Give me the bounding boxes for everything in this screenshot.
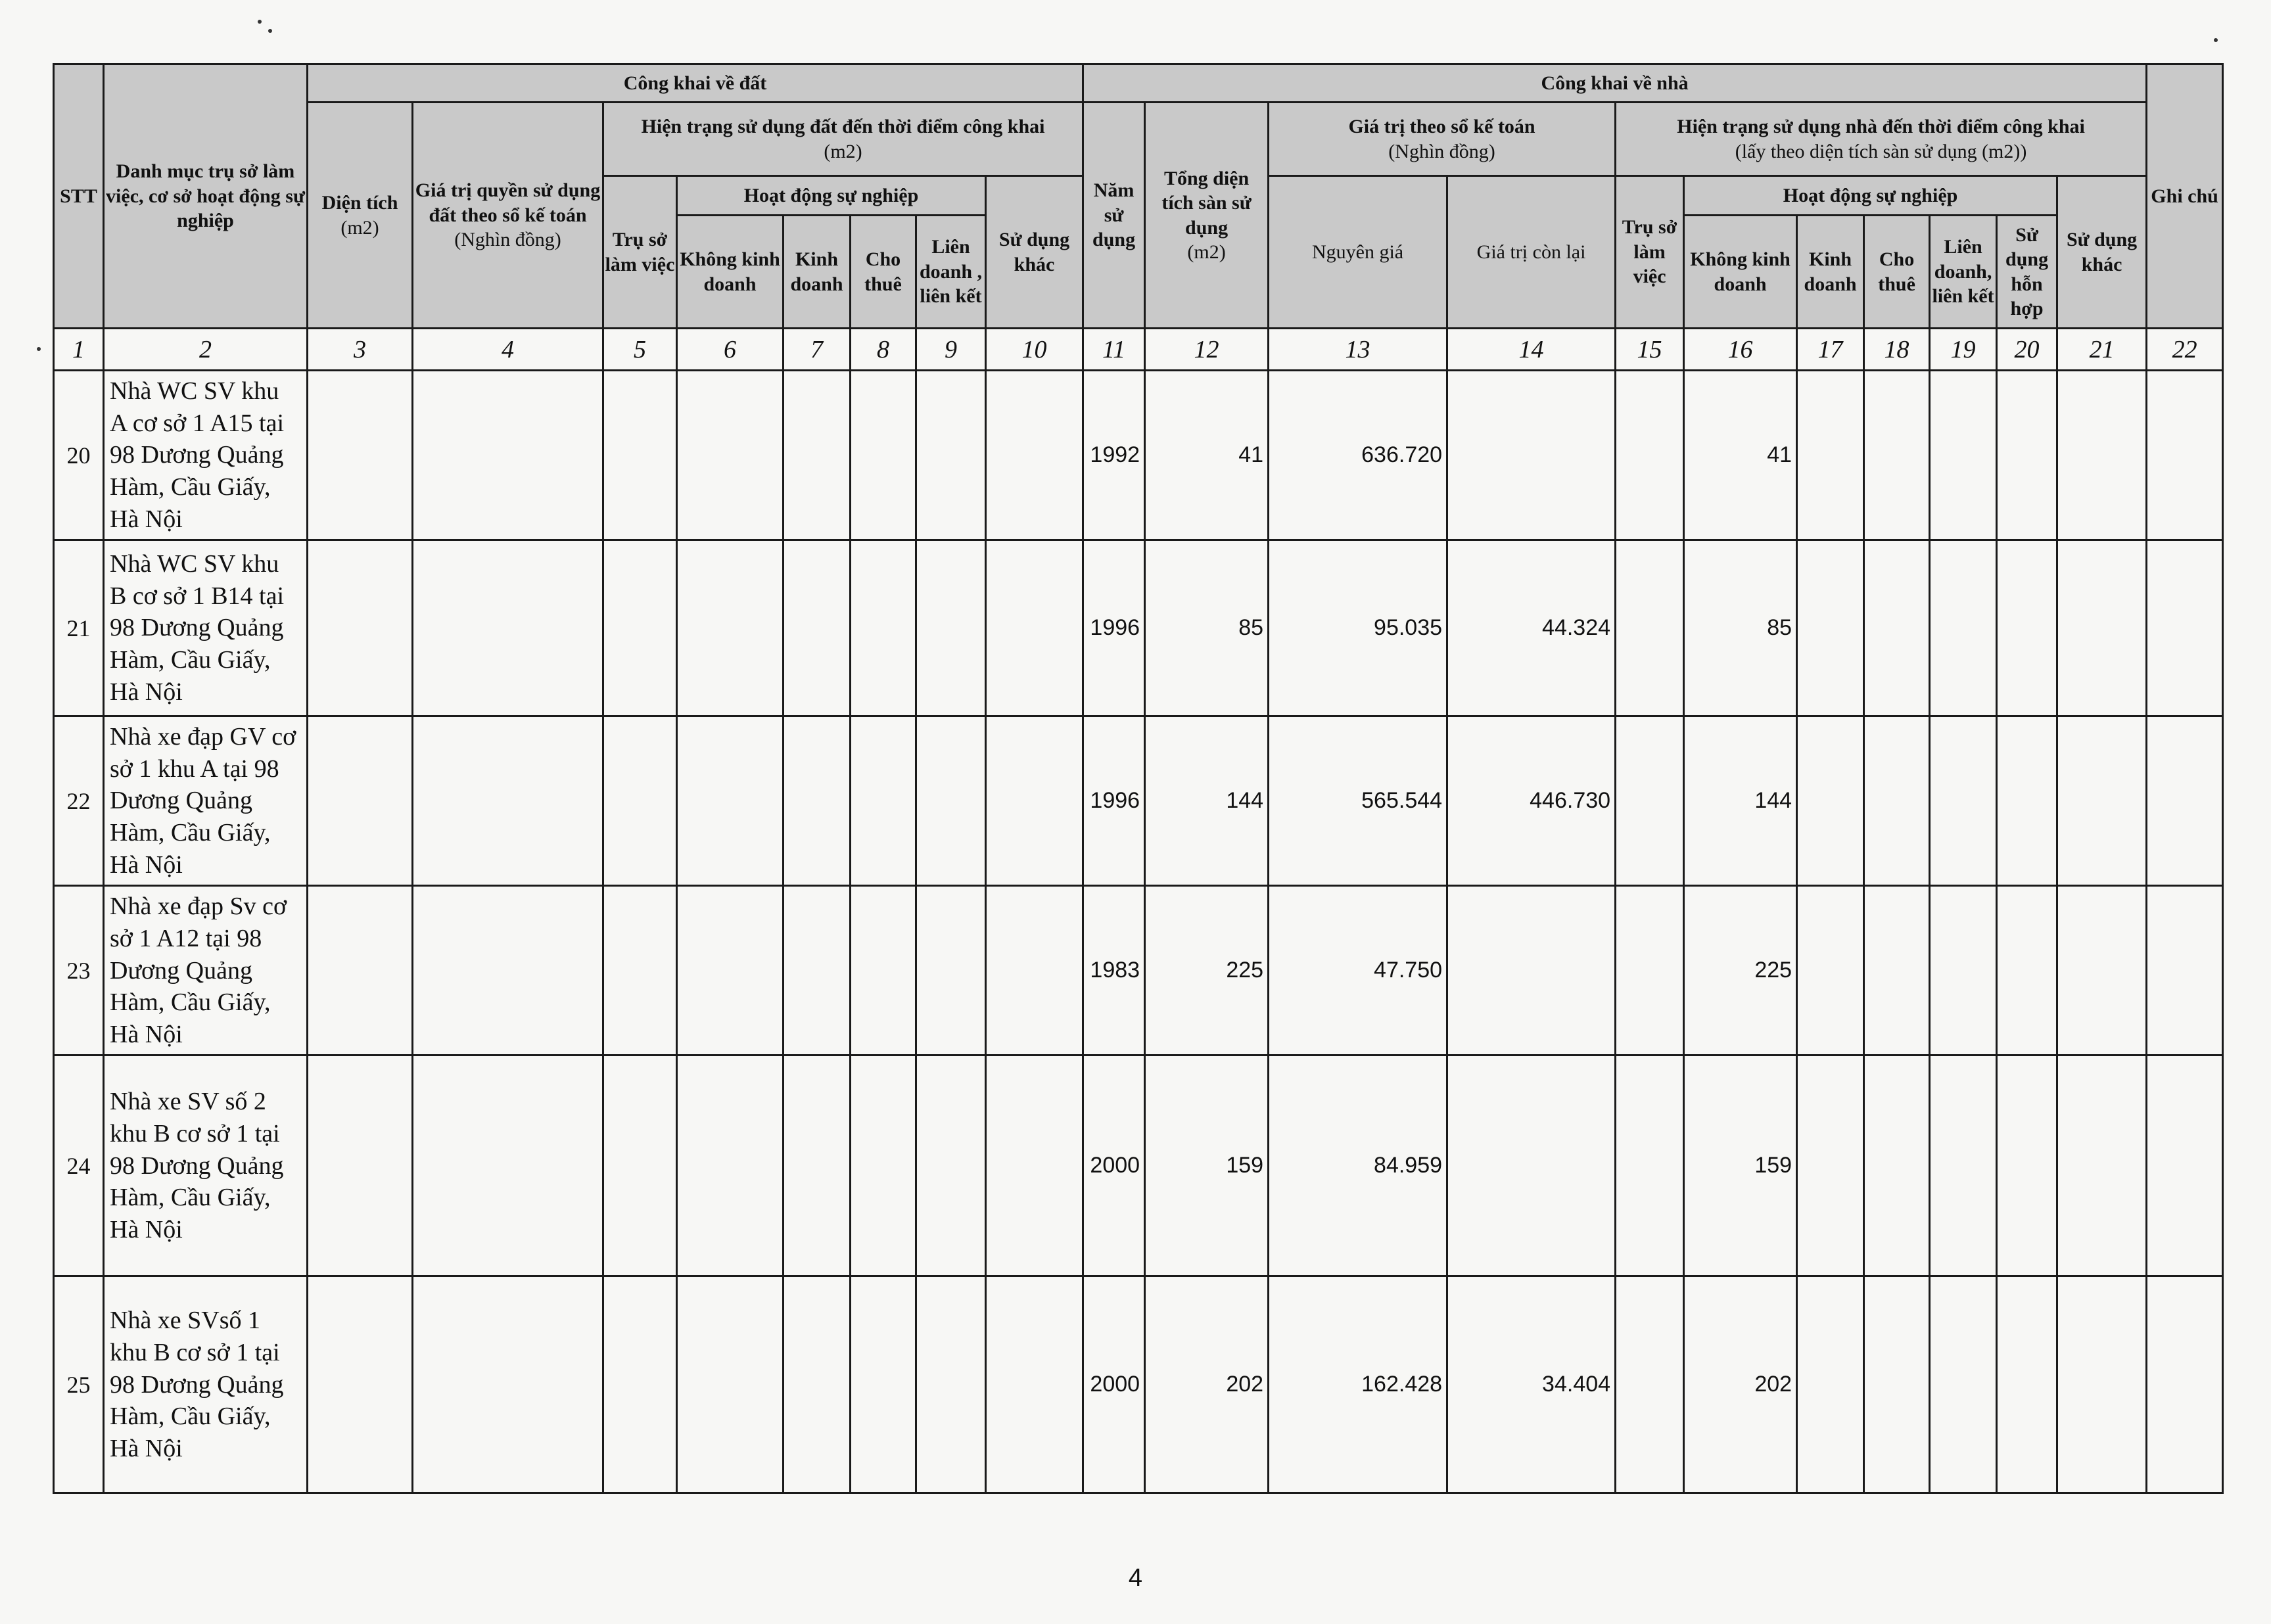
header-su-dung-khac-nha: Sử dụng khác bbox=[2057, 176, 2147, 329]
header-nam-su-dung: Năm sử dụng bbox=[1083, 103, 1145, 329]
row-gia-tri-con-lai: 34.404 bbox=[1447, 1276, 1616, 1493]
row-stt: 21 bbox=[54, 540, 104, 716]
column-number: 12 bbox=[1145, 329, 1269, 371]
table-row bbox=[54, 1056, 2223, 1276]
table-row bbox=[54, 540, 2223, 716]
column-number: 6 bbox=[677, 329, 784, 371]
table-row bbox=[54, 886, 2223, 1056]
row-tong-dien-tich: 85 bbox=[1145, 540, 1269, 716]
header-danh-muc: Danh mục trụ sở làm việc, cơ sở hoạt động sự nghiệp bbox=[104, 64, 308, 329]
row-nam-su-dung: 1996 bbox=[1083, 716, 1145, 886]
header-gia-tri-so-ke-toan-label: Giá trị theo sổ kế toán bbox=[1348, 116, 1535, 137]
row-tong-dien-tich: 41 bbox=[1145, 371, 1269, 540]
column-number: 19 bbox=[1930, 329, 1997, 371]
column-number: 1 bbox=[54, 329, 104, 371]
header-hien-trang-nha bbox=[1616, 103, 2147, 176]
row-nguyen-gia: 162.428 bbox=[1269, 1276, 1447, 1493]
row-stt: 24 bbox=[54, 1056, 104, 1276]
column-number: 14 bbox=[1447, 329, 1616, 371]
column-number: 4 bbox=[413, 329, 603, 371]
row-tong-dien-tich: 202 bbox=[1145, 1276, 1269, 1493]
header-hien-trang-dat bbox=[603, 103, 1083, 176]
header-su-dung-khac-dat: Sử dụng khác bbox=[986, 176, 1083, 329]
header-lien-doanh-nha: Liên doanh, liên kết bbox=[1930, 216, 1997, 329]
header-cho-thue-dat: Cho thuê bbox=[851, 216, 916, 329]
header-gia-tri-qsd bbox=[413, 103, 603, 329]
row-nam-su-dung: 2000 bbox=[1083, 1276, 1145, 1493]
header-dien-tich-label: Diện tích bbox=[321, 192, 398, 214]
column-number: 7 bbox=[784, 329, 851, 371]
row-name: Nhà xe đạp Sv cơ sở 1 A12 tại 98 Dương Quảng Hàm, Cầu Giấy, Hà Nội bbox=[104, 886, 308, 1056]
header-hien-trang-dat-unit: (m2) bbox=[824, 140, 862, 162]
table-row bbox=[54, 716, 2223, 886]
column-number: 3 bbox=[308, 329, 413, 371]
row-name: Nhà xe SV số 2 khu B cơ sở 1 tại 98 Dương Quảng Hàm, Cầu Giấy, Hà Nội bbox=[104, 1056, 308, 1276]
header-hdsn-dat: Hoạt động sự nghiệp bbox=[677, 176, 986, 216]
row-gia-tri-con-lai bbox=[1447, 371, 1616, 540]
column-number: 13 bbox=[1269, 329, 1447, 371]
column-number: 8 bbox=[851, 329, 916, 371]
column-number: 21 bbox=[2057, 329, 2147, 371]
row-gia-tri-con-lai: 44.324 bbox=[1447, 540, 1616, 716]
row-gia-tri-con-lai bbox=[1447, 1056, 1616, 1276]
header-dien-tich-unit: (m2) bbox=[340, 216, 379, 239]
header-tong-dien-tich-label: Tổng diện tích sàn sử dụng bbox=[1161, 167, 1252, 239]
row-khong-kinh-doanh: 144 bbox=[1684, 716, 1797, 886]
header-gia-tri-so-ke-toan bbox=[1269, 103, 1616, 176]
header-nguyen-gia: Nguyên giá bbox=[1269, 176, 1447, 329]
table-row bbox=[54, 371, 2223, 540]
row-nguyen-gia: 636.720 bbox=[1269, 371, 1447, 540]
column-number-row bbox=[54, 329, 2223, 371]
row-name: Nhà xe đạp GV cơ sở 1 khu A tại 98 Dương Quảng Hàm, Cầu Giấy, Hà Nội bbox=[104, 716, 308, 886]
header-cong-khai-dat: Công khai về đất bbox=[308, 64, 1083, 103]
header-cong-khai-nha: Công khai về nhà bbox=[1083, 64, 2147, 103]
row-khong-kinh-doanh: 41 bbox=[1684, 371, 1797, 540]
row-khong-kinh-doanh: 202 bbox=[1684, 1276, 1797, 1493]
header-hien-trang-nha-unit: (lấy theo diện tích sàn sử dụng (m2)) bbox=[1735, 140, 2027, 162]
header-gia-tri-so-ke-toan-unit: (Nghìn đồng) bbox=[1388, 140, 1495, 162]
header-kinh-doanh-nha: Kinh doanh bbox=[1797, 216, 1864, 329]
header-hien-trang-nha-label: Hiện trạng sử dụng nhà đến thời điểm công khai bbox=[1677, 116, 2085, 137]
asset-disclosure-table bbox=[53, 63, 2224, 1494]
row-tong-dien-tich: 144 bbox=[1145, 716, 1269, 886]
row-gia-tri-con-lai: 446.730 bbox=[1447, 716, 1616, 886]
header-gia-tri-qsd-unit: (Nghìn đồng) bbox=[454, 229, 561, 251]
header-gia-tri-con-lai: Giá trị còn lại bbox=[1447, 176, 1616, 329]
column-number: 15 bbox=[1616, 329, 1684, 371]
row-tong-dien-tich: 225 bbox=[1145, 886, 1269, 1056]
header-khong-kinh-doanh-dat: Không kinh doanh bbox=[677, 216, 784, 329]
row-name: Nhà xe SVsố 1 khu B cơ sở 1 tại 98 Dương Quảng Hàm, Cầu Giấy, Hà Nội bbox=[104, 1276, 308, 1493]
page-number: 4 bbox=[1128, 1564, 1143, 1592]
column-number: 5 bbox=[603, 329, 677, 371]
row-khong-kinh-doanh: 225 bbox=[1684, 886, 1797, 1056]
scan-speck bbox=[268, 29, 272, 33]
row-stt: 20 bbox=[54, 371, 104, 540]
row-nam-su-dung: 1996 bbox=[1083, 540, 1145, 716]
column-number: 16 bbox=[1684, 329, 1797, 371]
column-number: 9 bbox=[916, 329, 986, 371]
header-stt: STT bbox=[54, 64, 104, 329]
header-gia-tri-qsd-label: Giá trị quyền sử dụng đất theo sổ kế toán bbox=[415, 179, 601, 226]
header-kinh-doanh-dat: Kinh doanh bbox=[784, 216, 851, 329]
row-stt: 23 bbox=[54, 886, 104, 1056]
header-lien-doanh-dat: Liên doanh , liên kết bbox=[916, 216, 986, 329]
row-stt: 22 bbox=[54, 716, 104, 886]
scan-speck bbox=[2214, 38, 2218, 42]
header-hien-trang-dat-label: Hiện trạng sử dụng đất đến thời điểm công khai bbox=[641, 116, 1045, 137]
header-tong-dien-tich bbox=[1145, 103, 1269, 329]
column-number: 17 bbox=[1797, 329, 1864, 371]
column-number: 22 bbox=[2147, 329, 2223, 371]
row-nam-su-dung: 1992 bbox=[1083, 371, 1145, 540]
row-name: Nhà WC SV khu B cơ sở 1 B14 tại 98 Dương Quảng Hàm, Cầu Giấy, Hà Nội bbox=[104, 540, 308, 716]
header-su-dung-hon-hop: Sử dụng hỗn hợp bbox=[1997, 216, 2057, 329]
column-number: 2 bbox=[104, 329, 308, 371]
scan-speck bbox=[258, 20, 262, 24]
column-number: 18 bbox=[1864, 329, 1930, 371]
header-hdsn-nha: Hoạt động sự nghiệp bbox=[1684, 176, 2057, 216]
row-nam-su-dung: 2000 bbox=[1083, 1056, 1145, 1276]
row-nguyen-gia: 47.750 bbox=[1269, 886, 1447, 1056]
row-nguyen-gia: 95.035 bbox=[1269, 540, 1447, 716]
header-tru-so-dat: Trụ sở làm việc bbox=[603, 176, 677, 329]
table-row bbox=[54, 1276, 2223, 1493]
scan-speck bbox=[37, 347, 41, 351]
row-tong-dien-tich: 159 bbox=[1145, 1056, 1269, 1276]
header-ghi-chu: Ghi chú bbox=[2147, 64, 2223, 329]
row-nam-su-dung: 1983 bbox=[1083, 886, 1145, 1056]
header-tru-so-nha: Trụ sở làm việc bbox=[1616, 176, 1684, 329]
column-number: 11 bbox=[1083, 329, 1145, 371]
header-tong-dien-tich-unit: (m2) bbox=[1187, 241, 1226, 263]
column-number: 10 bbox=[986, 329, 1083, 371]
header-dien-tich bbox=[308, 103, 413, 329]
row-gia-tri-con-lai bbox=[1447, 886, 1616, 1056]
row-khong-kinh-doanh: 85 bbox=[1684, 540, 1797, 716]
row-stt: 25 bbox=[54, 1276, 104, 1493]
row-name: Nhà WC SV khu A cơ sở 1 A15 tại 98 Dương Quảng Hàm, Cầu Giấy, Hà Nội bbox=[104, 371, 308, 540]
header-cho-thue-nha: Cho thuê bbox=[1864, 216, 1930, 329]
row-nguyen-gia: 565.544 bbox=[1269, 716, 1447, 886]
row-nguyen-gia: 84.959 bbox=[1269, 1056, 1447, 1276]
row-khong-kinh-doanh: 159 bbox=[1684, 1056, 1797, 1276]
column-number: 20 bbox=[1997, 329, 2057, 371]
header-khong-kinh-doanh-nha: Không kinh doanh bbox=[1684, 216, 1797, 329]
